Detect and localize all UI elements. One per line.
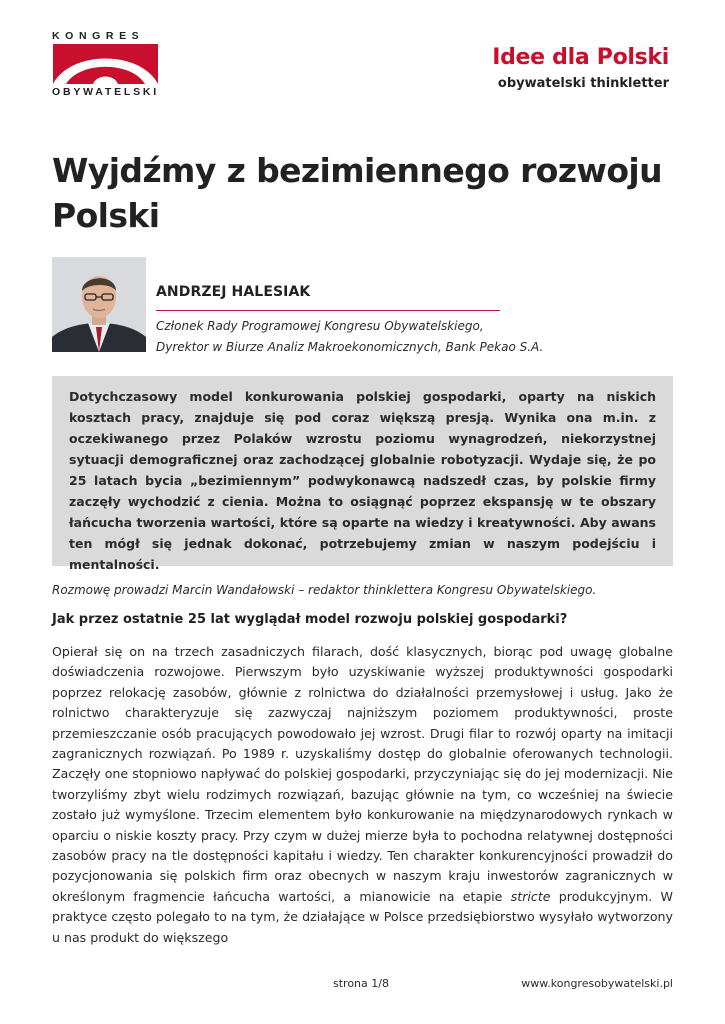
interview-question: Jak przez ostatnie 25 lat wyglądał model rozwoju polskiej gospodarki?	[52, 612, 568, 627]
author-role	[156, 316, 543, 358]
author-divider	[156, 310, 500, 311]
page-number: strona 1/8	[333, 977, 389, 990]
logo-bottom-text: OBYWATELSKI	[52, 86, 160, 98]
body-text-italic: stricte	[510, 888, 551, 904]
brand-subtitle: obywatelski thinkletter	[497, 76, 669, 91]
author-photo	[52, 257, 146, 352]
author-role-line-1: Członek Rady Programowej Kongresu Obywatelskiego,	[156, 319, 484, 333]
body-paragraph	[52, 642, 673, 948]
moderator-note: Rozmowę prowadzi Marcin Wandałowski – redaktor thinklettera Kongresu Obywatelskiego.	[52, 583, 597, 597]
lead-text: Dotychczasowy model konkurowania polskiej gospodarki, oparty na niskich kosztach pracy, znajduje się pod coraz większą presją. Wynika ona m.in. z oczekiwanego przez Polaków wzrostu poziomu wynagrodzeń, niekorzystnej sytuacji demograficznej oraz zachodzącej globalnie robotyzacji. Wydaje się, że po 25 latach bycia „bezimiennym” podwykonawcą nadszedł czas, by polskie firmy zaczęły wychodzić z cienia. Można to osiągnąć poprzez ekspansję w te obszary łańcucha tworzenia wartości, które są oparte na wiedzy i kreatywności. Aby awans ten mógł się jednak dokonać, potrzebujemy zmian w naszym podejściu i mentalności.	[69, 389, 656, 572]
body-text-part-1: Opierał się on na trzech zasadniczych filarach, dość klasycznych, biorąc pod uwagę globalne doświadczenia rozwojowe. Pierwszym było uzyskiwanie wyższej produktywności gospodarki poprzez relokację zasobów, głównie z rolnictwa do działalności przemysłowej i usług. Jako że rolnictwo charakteryzuje się zazwyczaj najniższym poziomem produktywności, proste przemieszczanie osób pracujących powodowało jej wzrost. Drugi filar to rozwój oparty na imitacji zagranicznych rozwiązań. Po 1989 r. uzyskaliśmy dostęp do globalnie oferowanych technologii. Zaczęły one stopniowo napływać do polskiej gospodarki, przyczyniając się do jej modernizacji. Nie tworzyliśmy zbyt wielu rodzimych rozwiązań, bazując głównie na tym, co wcześniej na świecie zostało już wymyślone. Trzecim elementem było konkurowanie na międzynarodowych rynkach w oparciu o niskie koszty pracy. Przy czym w dużej mierze była to pochodna relatywnej dostępności zasobów pracy na tle dostępności kapitału i wiedzy. Ten charakter konkurencyjności prowadził do pozycjonowania się polskich firm oraz obecnych w naszym kraju inwestorów zagranicznych w określonym fragmencie łańcucha wartości, a mianowicie na etapie	[52, 644, 673, 904]
article-title: Wyjdźmy z bezimiennego rozwoju Polski	[52, 151, 662, 235]
author-role-line-2: Dyrektor w Biurze Analiz Makroekonomicznych, Bank Pekao S.A.	[156, 340, 544, 354]
author-name: ANDRZEJ HALESIAK	[156, 284, 311, 300]
author-portrait-icon	[52, 257, 146, 352]
logo-top-text: KONGRES	[52, 30, 145, 42]
lead-box	[52, 376, 673, 572]
kongres-obywatelski-logo	[52, 30, 160, 98]
logo-arch-icon	[53, 44, 158, 84]
website-link[interactable]: www.kongresobywatelski.pl	[521, 977, 673, 990]
publication-brand	[492, 44, 669, 94]
brand-title: Idee dla Polski	[492, 45, 669, 70]
body-text-part-2: produkcyjnym. W praktyce często polegało to na tym, że działające w Polsce przedsiębiorstwo wysyłało wytworzony u nas produkt do większego	[52, 888, 673, 945]
